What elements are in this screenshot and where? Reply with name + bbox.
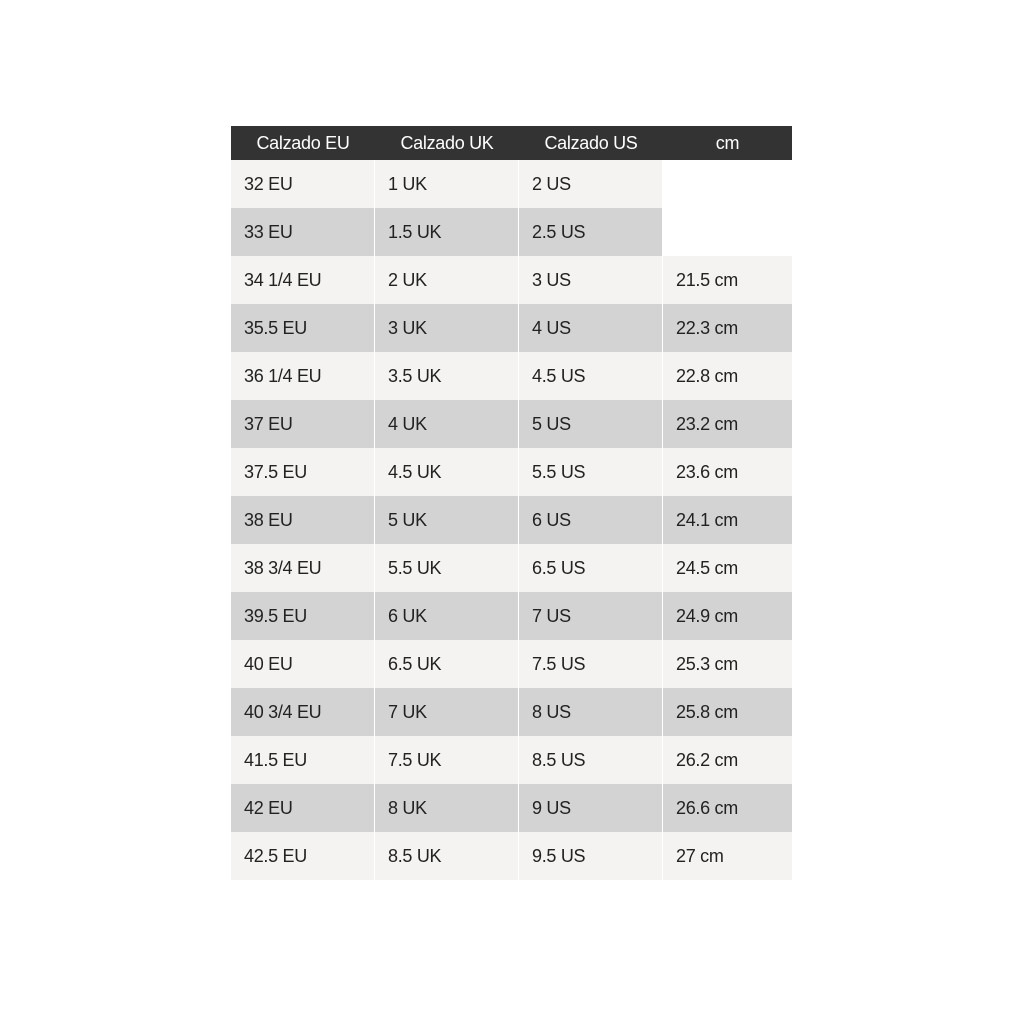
table-row: [231, 160, 792, 208]
cell-eu: 38 3/4 EU: [231, 544, 375, 592]
cell-uk: 3 UK: [375, 304, 519, 352]
cell-eu: 37.5 EU: [231, 448, 375, 496]
table-row: [231, 208, 792, 256]
cell-uk: 6.5 UK: [375, 640, 519, 688]
cell-us: 6 US: [519, 496, 663, 544]
cell-eu: 34 1/4 EU: [231, 256, 375, 304]
table-row: [231, 496, 792, 544]
cell-eu: 35.5 EU: [231, 304, 375, 352]
cell-eu: 42.5 EU: [231, 832, 375, 880]
cell-eu: 41.5 EU: [231, 736, 375, 784]
cell-cm: [663, 208, 792, 256]
cell-us: 7 US: [519, 592, 663, 640]
table-header: [231, 126, 792, 160]
cell-cm: 27 cm: [663, 832, 792, 880]
cell-uk: 1 UK: [375, 160, 519, 208]
cell-eu: 40 3/4 EU: [231, 688, 375, 736]
cell-uk: 3.5 UK: [375, 352, 519, 400]
cell-cm: 24.1 cm: [663, 496, 792, 544]
table-row: [231, 688, 792, 736]
cell-us: 8.5 US: [519, 736, 663, 784]
cell-us: 2 US: [519, 160, 663, 208]
cell-cm: 23.2 cm: [663, 400, 792, 448]
table-row: [231, 832, 792, 880]
table-row: [231, 400, 792, 448]
cell-us: 9 US: [519, 784, 663, 832]
cell-uk: 2 UK: [375, 256, 519, 304]
cell-us: 4.5 US: [519, 352, 663, 400]
cell-uk: 5 UK: [375, 496, 519, 544]
cell-eu: 36 1/4 EU: [231, 352, 375, 400]
table-row: [231, 736, 792, 784]
cell-uk: 4.5 UK: [375, 448, 519, 496]
cell-us: 8 US: [519, 688, 663, 736]
size-conversion-table: [231, 126, 792, 880]
cell-eu: 33 EU: [231, 208, 375, 256]
cell-eu: 37 EU: [231, 400, 375, 448]
cell-us: 3 US: [519, 256, 663, 304]
cell-uk: 6 UK: [375, 592, 519, 640]
cell-eu: 32 EU: [231, 160, 375, 208]
cell-eu: 40 EU: [231, 640, 375, 688]
table-row: [231, 256, 792, 304]
cell-us: 5 US: [519, 400, 663, 448]
cell-us: 2.5 US: [519, 208, 663, 256]
cell-cm: 25.8 cm: [663, 688, 792, 736]
table-row: [231, 304, 792, 352]
cell-uk: 8 UK: [375, 784, 519, 832]
cell-cm: 26.2 cm: [663, 736, 792, 784]
header-us: Calzado US: [544, 133, 638, 153]
cell-cm: 22.8 cm: [663, 352, 792, 400]
cell-cm: 25.3 cm: [663, 640, 792, 688]
cell-uk: 1.5 UK: [375, 208, 519, 256]
cell-cm: [663, 160, 792, 208]
table-row: [231, 448, 792, 496]
header-uk: Calzado UK: [400, 133, 494, 153]
cell-uk: 7.5 UK: [375, 736, 519, 784]
cell-uk: 4 UK: [375, 400, 519, 448]
cell-uk: 5.5 UK: [375, 544, 519, 592]
cell-cm: 21.5 cm: [663, 256, 792, 304]
table-row: [231, 544, 792, 592]
cell-cm: 26.6 cm: [663, 784, 792, 832]
table-row: [231, 640, 792, 688]
cell-us: 5.5 US: [519, 448, 663, 496]
header-eu: Calzado EU: [256, 133, 350, 153]
cell-cm: 24.9 cm: [663, 592, 792, 640]
table-row: [231, 592, 792, 640]
cell-cm: 24.5 cm: [663, 544, 792, 592]
cell-eu: 38 EU: [231, 496, 375, 544]
cell-us: 6.5 US: [519, 544, 663, 592]
header-cm: cm: [715, 133, 740, 153]
cell-cm: 22.3 cm: [663, 304, 792, 352]
cell-us: 4 US: [519, 304, 663, 352]
cell-uk: 8.5 UK: [375, 832, 519, 880]
table-row: [231, 352, 792, 400]
table-body: [231, 160, 792, 880]
cell-uk: 7 UK: [375, 688, 519, 736]
table-row: [231, 784, 792, 832]
cell-eu: 42 EU: [231, 784, 375, 832]
cell-us: 9.5 US: [519, 832, 663, 880]
cell-cm: 23.6 cm: [663, 448, 792, 496]
cell-eu: 39.5 EU: [231, 592, 375, 640]
cell-us: 7.5 US: [519, 640, 663, 688]
